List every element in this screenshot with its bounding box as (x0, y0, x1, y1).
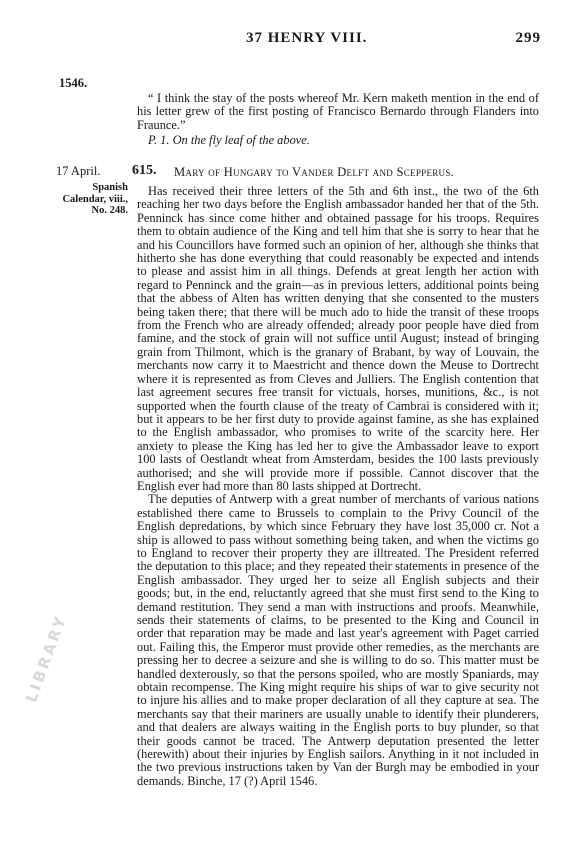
margin-year: 1546. (59, 76, 88, 90)
page-number: 299 (515, 30, 541, 46)
library-stamp-watermark (22, 560, 74, 760)
entry-date: 17 April. (56, 164, 101, 178)
running-head-title: 37 HENRY VIII. (246, 30, 368, 46)
body-paragraph-1: Has received their three letters of the 5th and 6th inst., the two of the 6th reaching her two days before the English ambassador handed her that of the 5th. Penninck has since come hither and obtained passage for his troops. Requires them to obtain audience of the King and tell him that she is sorry to hear that he and his Councillors have formed such an opinion of her, although she thinks that hitherto she has done everything that could reasonably be expected and intends to please and assist him in all things. Defends at great length her action with regard to Penninck and the grain—as in previous letters, additional points being that the abbess of Alten has written denying that she consented to the musters being taken there; that there will be much ado to hide the transit of these troops from the French who are already offended; already poor people have died from famine, and the stock of grain will not suffice until August; instead of bringing grain from Thilmont, which is the granary of Brabant, by way of Louvain, the merchants now carry it to Maestricht and thence down the Meuse to Dortrecht where it is represented as from Cleves and Julliers. The English contention that last agreement secures free transit for victuals, horses, munitions, &c., is not supported when the fourth clause of the treaty of Cambrai is considered with it; but it appears to be her first duty to provide against famine, as she has explained to the English ambassador, who promises to write of the scarcity here. Her anxiety to please the King has led her to give the Ambassador leave to export 100 lasts of Oestlandt wheat from Amsterdam, besides the 100 lasts previously authorised; and she will provide more if possible. Cannot discover that the English ever had more than 80 lasts shipped at Dortrecht. (137, 184, 539, 493)
svg-text:LIBRARY: LIBRARY (22, 611, 71, 705)
quote-note-prefix: P. 1. (148, 133, 170, 148)
quote-text: “ I think the stay of the posts whereof Mr. Kern maketh mention in the end of his letter grew of the first posting of Francisco Bernardo through Flanders into Fraunce.” (137, 91, 539, 132)
body-paragraph-2: The deputies of Antwerp with a great number of merchants of various nations established there came to Brussels to complain to the Privy Council of the English depredations, by which since February they have lost 35,000 cr. Not a ship is allowed to pass without something being taken, and when the victims go to England to recover their property they are illtreated. The President referred the deputation to this place; and they repeated their statements in presence of the English ambassador. They urged her to seize all English subjects and their goods; but, in the end, reluctantly agreed that she must first send to the King to demand restitution. They send a man with instructions and proofs. Meanwhile, sends their statements of claims, to be presented to the King and Council in order that reparation may be made and last year's agreement with Paget carried out. Failing this, the Emperor must provide other remedies, as the merchants are pressing her to decree a seizure and she is willing to do so. This matter must be handled dexterously, so that the persons spoiled, who are mostly Spaniards, may obtain recompense. The King might require his ships of war to give security not to injure his allies and to make proper declaration of all they capture at sea. The merchants say that their mariners are usually unable to identify their plunderers, and that dealers are always waiting in the English ports to buy plunder, so that their goods cannot be traced. The Antwerp deputation presented the letter (herewith) about their injuries by English sailors. Anything in it not included in the two previous instructions taken by Van der Burgh may be embodied in your demands. Binche, 17 (?) April 1546. (137, 492, 539, 788)
entry-title: Mary of Hungary to Vander Delft and Scepperus. (174, 165, 455, 179)
quoted-passage (137, 92, 539, 148)
quote-note-text: On the fly leaf of the above. (172, 133, 310, 148)
entry-number: 615. (132, 163, 157, 178)
quote-note (137, 134, 539, 147)
entry-body (137, 185, 539, 788)
source-reference: Spanish Calendar, viii., No. 248. (62, 182, 128, 216)
